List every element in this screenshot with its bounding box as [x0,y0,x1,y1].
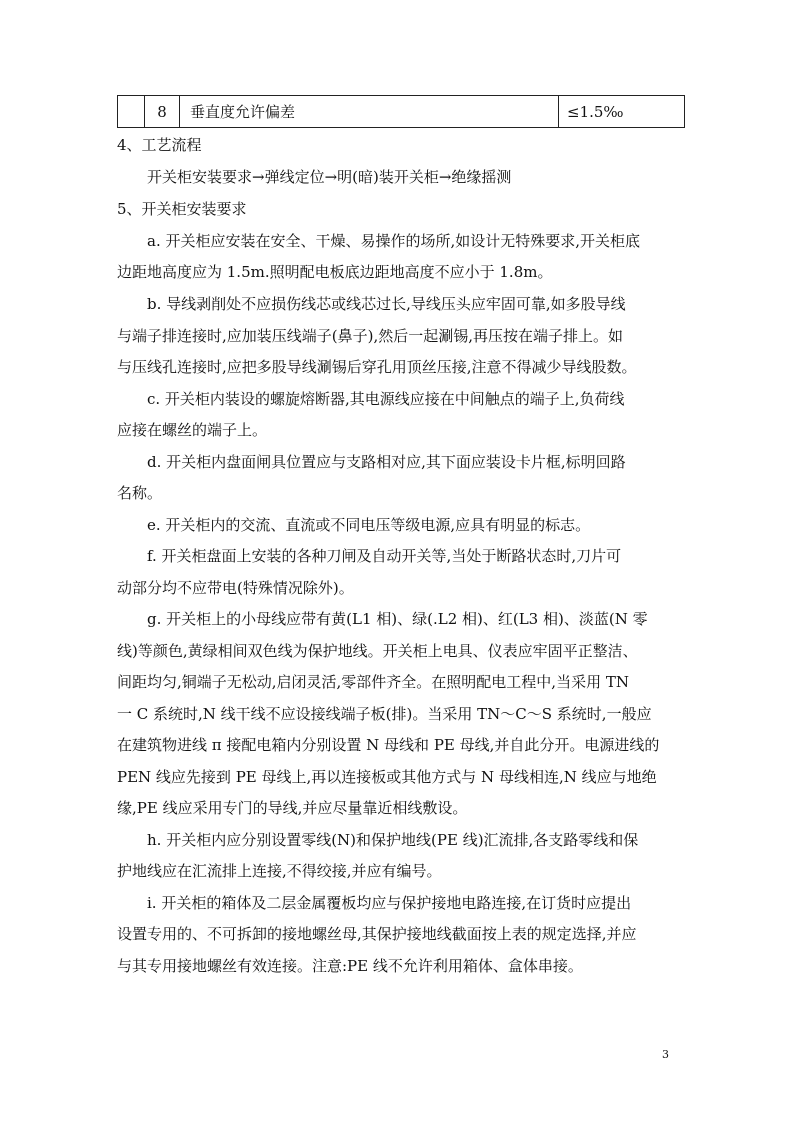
paragraph-line: 名称。 [117,484,163,502]
spec-table [117,95,685,128]
paragraph-line: f. 开关柜盘面上安装的各种刀闸及自动开关等,当处于断路状态时,刀片可 [147,547,622,565]
paragraph-line: a. 开关柜应安装在安全、干燥、易操作的场所,如设计无特殊要求,开关柜底 [147,232,641,250]
paragraph-line: h. 开关柜内应分别设置零线(N)和保护地线(PE 线)汇流排,各支路零线和保 [147,831,639,849]
paragraph-line: 动部分均不应带电(特殊情况除外)。 [117,579,354,597]
paragraph-line: c. 开关柜内装设的螺旋熔断器,其电源线应接在中间触点的端子上,负荷线 [147,390,625,408]
paragraph-line: 与其专用接地螺丝有效连接。注意:PE 线不允许利用箱体、盒体串接。 [117,957,583,975]
table-cell-item: 垂直度允许偏差 [180,96,559,128]
paragraph-line: 在建筑物进线 π 接配电箱内分别设置 N 母线和 PE 母线,并自此分开。电源进线的 [117,736,660,754]
paragraph-line: 缘,PE 线应采用专门的导线,并应尽量靠近相线敷设。 [117,799,468,817]
paragraph-line: 应接在螺丝的端子上。 [117,421,268,439]
paragraph-line: g. 开关柜上的小母线应带有黄(L1 相)、绿(.L2 相)、红(L3 相)、淡蓝(N 零 [147,610,648,628]
table-cell-standard: ≤1.5‰ [559,96,685,128]
paragraph-line: PEN 线应先接到 PE 母线上,再以连接板或其他方式与 N 母线相连,N 线应与地绝 [117,768,657,786]
paragraph-line: b. 导线剥削处不应损伤线芯或线芯过长,导线压头应牢固可靠,如多股导线 [147,295,626,313]
paragraph-line: 设置专用的、不可拆卸的接地螺丝母,其保护接地线截面按上表的规定选择,并应 [117,925,637,943]
paragraph-line: 与压线孔连接时,应把多股导线涮锡后穿孔用顶丝压接,注意不得减少导线股数。 [117,358,637,376]
paragraph-line: i. 开关柜的箱体及二层金属覆板均应与保护接地电路连接,在订货时应提出 [147,894,632,912]
paragraph-line: 边距地高度应为 1.5m.照明配电板底边距地高度不应小于 1.8m。 [117,263,553,281]
process-flow: 开关柜安装要求→弹线定位→明(暗)装开关柜→绝缘摇测 [147,168,512,186]
paragraph-line: 线)等颜色,黄绿相间双色线为保护地线。开关柜上电具、仪表应牢固平正整洁、 [117,642,638,660]
section-5-heading: 5、开关柜安装要求 [117,200,247,218]
paragraph-line: 与端子排连接时,应加装压线端子(鼻子),然后一起涮锡,再压按在端子排上。如 [117,327,624,345]
paragraph-line: 间距均匀,铜端子无松动,启闭灵活,零部件齐全。在照明配电工程中,当采用 TN [117,673,629,691]
section-4-heading: 4、工艺流程 [117,136,202,154]
table-cell-blank [118,96,145,128]
page-number: 3 [662,1048,669,1061]
paragraph-line: 护地线应在汇流排上连接,不得绞接,并应有编号。 [117,862,442,880]
paragraph-line: 一 C 系统时,N 线干线不应设接线端子板(排)。当采用 TN～C～S 系统时,一般应 [117,705,652,723]
paragraph-line: e. 开关柜内的交流、直流或不同电压等级电源,应具有明显的标志。 [147,516,591,534]
table-cell-number: 8 [145,96,180,128]
table-row [118,96,685,128]
paragraph-line: d. 开关柜内盘面闸具位置应与支路相对应,其下面应装设卡片框,标明回路 [147,453,626,471]
